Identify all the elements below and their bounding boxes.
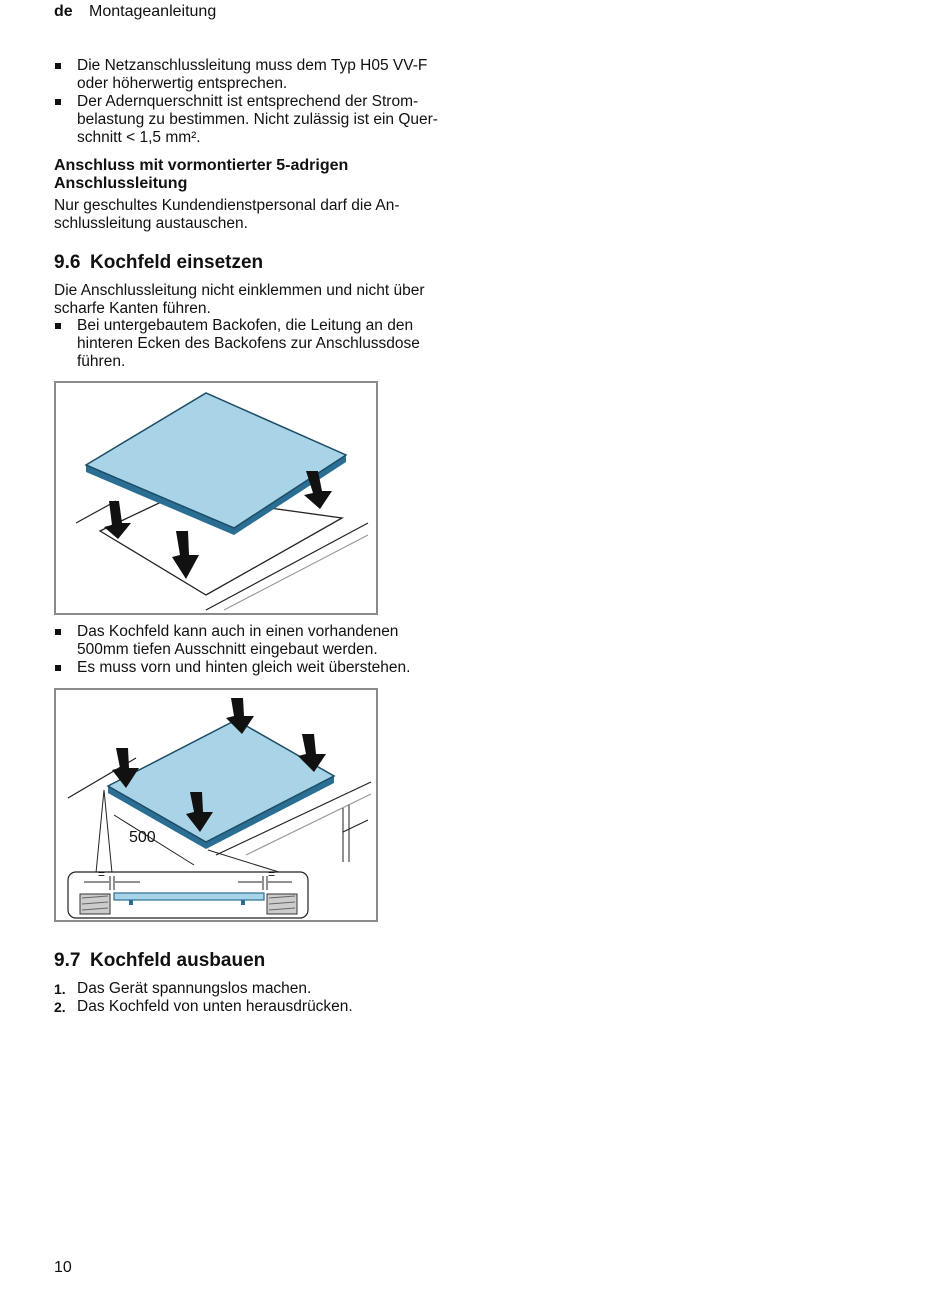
list-item: Das Kochfeld kann auch in einen vorhandenen 500mm tiefen Ausschnitt eingebaut werden. [54,623,474,659]
bullet-icon [55,63,61,69]
section-number: 9.6 [54,252,81,273]
figure-existing-cutout [54,688,378,922]
language-code: de [54,3,73,20]
bullet-icon [55,323,61,329]
equal-sign-left: = [98,867,106,881]
list-item: Es muss vorn und hinten gleich weit überstehen. [54,659,474,677]
paragraph-cable-instruction: Die Anschlussleitung nicht einklemmen und nicht über scharfe Kanten führen. [54,282,425,317]
list-item: Bei untergebautem Backofen, die Leitung an den hinteren Ecken des Backofens zur Anschlussdose führen. [54,317,474,371]
cutout-notes-list [54,623,474,677]
step-item [54,998,474,1016]
bullet-icon [55,665,61,671]
subheading-5-core-cable: Anschluss mit vormontierter 5-adrigen Anschlussleitung [54,157,349,192]
illustration-existing-cutout [56,690,376,920]
bullet-icon [55,99,61,105]
section-title: Kochfeld einsetzen [90,252,264,273]
section-title: Kochfeld ausbauen [90,950,266,971]
dimension-label: 500 [129,829,156,846]
step-item [54,980,474,998]
cable-requirements-list [54,57,474,147]
list-item: Die Netzanschlussleitung muss dem Typ H05 VV-F oder höherwertig entsprechen. [54,57,474,93]
illustration-insert-hob [56,383,376,613]
list-item: Der Adernquerschnitt ist entsprechend der Strom- belastung zu bestimmen. Nicht zulässig ist ein Quer- schnitt < 1,5 mm². [54,93,474,147]
step-number: 1. [54,981,66,997]
section-number: 9.7 [54,950,81,971]
bullet-icon [55,629,61,635]
oven-cable-list [54,317,474,371]
equal-sign-right: = [268,867,276,881]
document-title: Montageanleitung [89,3,217,20]
page-number: 10 [54,1259,72,1276]
step-text: Das Kochfeld von unten herausdrücken. [77,998,353,1015]
figure-insert-hob [54,381,378,615]
section-heading-9-6 [54,252,263,274]
section-heading-9-7 [54,950,265,972]
step-text: Das Gerät spannungslos machen. [77,980,312,997]
paragraph-service-personnel: Nur geschultes Kundendienstpersonal darf die An- schlussleitung austauschen. [54,197,400,232]
removal-steps [54,980,474,1016]
step-number: 2. [54,999,66,1015]
